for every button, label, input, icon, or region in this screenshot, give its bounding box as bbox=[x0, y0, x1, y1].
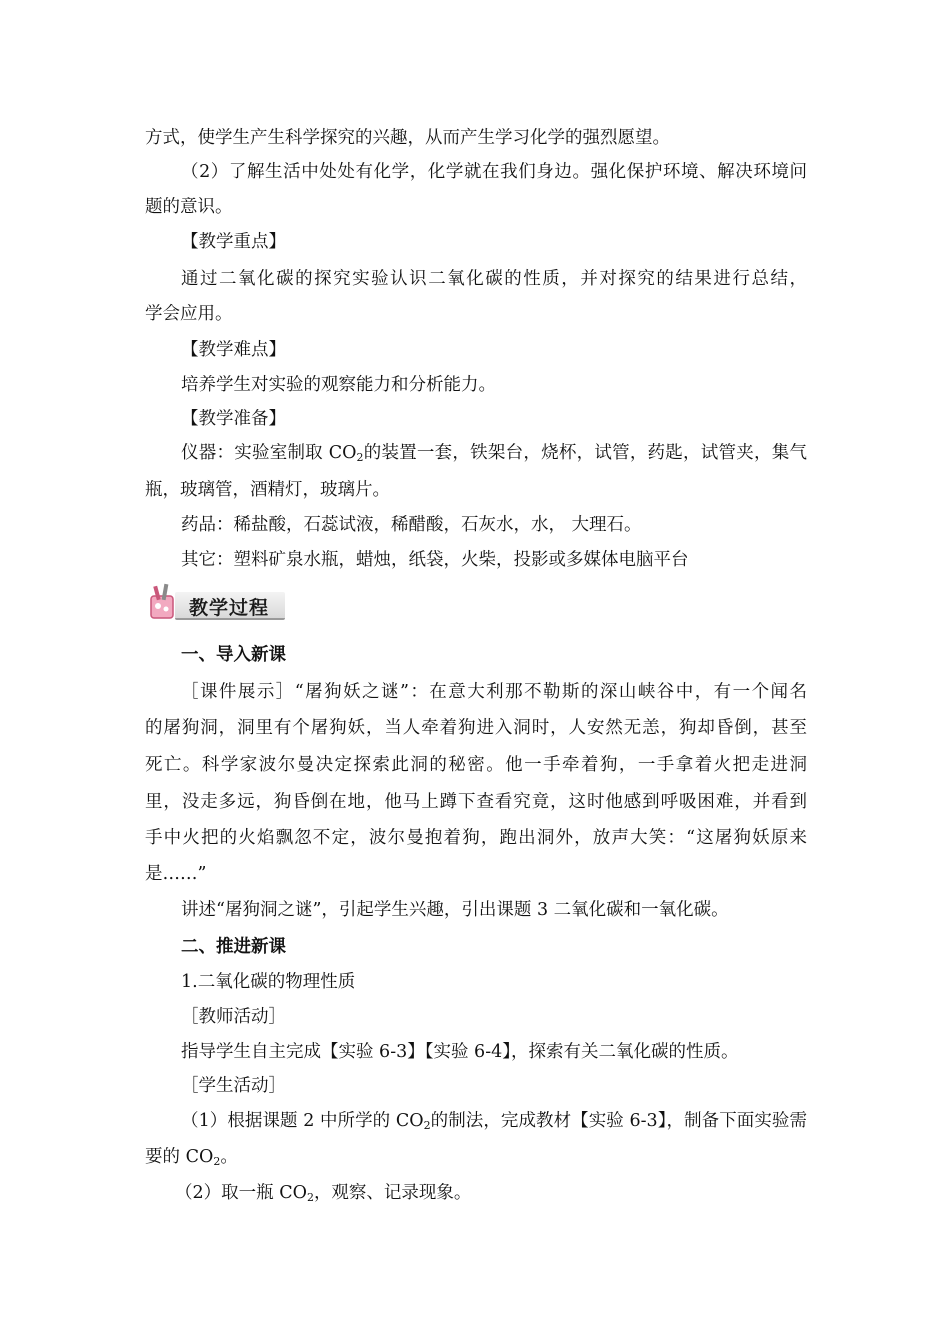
section-banner-teaching-process bbox=[145, 582, 287, 622]
text-run: 的装置一套，铁架台，烧杯，试管，药匙，试管夹，集气 bbox=[363, 443, 807, 463]
teacher-activity-label: ［教师活动］ bbox=[181, 1007, 286, 1027]
heading-intro: 一、导入新课 bbox=[181, 645, 286, 665]
subscript: 2 bbox=[356, 451, 364, 464]
paragraph-line: 方式，使学生产生科学探究的兴趣，从而产生学习化学的强烈愿望。 bbox=[145, 128, 670, 148]
paragraph-line: 通过二氧化碳的探究实验认识二氧化碳的性质，并对探究的结果进行总结， bbox=[181, 269, 807, 289]
subscript: 2 bbox=[423, 1119, 431, 1132]
subscript: 2 bbox=[213, 1155, 221, 1168]
paragraph-line-others: 其它：塑料矿泉水瓶，蜡烛，纸袋，火柴，投影或多媒体电脑平台 bbox=[181, 550, 689, 570]
section-heading-key-points: 【教学重点】 bbox=[181, 232, 286, 252]
student-activity-label: ［学生活动］ bbox=[181, 1076, 286, 1096]
section-heading-difficulties: 【教学难点】 bbox=[181, 340, 286, 360]
text-run: （1）根据课题 2 中所学的 CO bbox=[181, 1111, 424, 1131]
text-run: 的制法，完成教材【实验 6-3】，制备下面实验需 bbox=[430, 1111, 807, 1131]
text-run: ，观察、记录现象。 bbox=[313, 1183, 472, 1203]
subscript: 2 bbox=[306, 1191, 314, 1204]
paragraph-line: 死亡。科学家波尔曼决定探索此洞的秘密。他一手牵着狗，一手拿着火把走进洞 bbox=[145, 755, 807, 775]
paragraph-line: ［课件展示］“屠狗妖之谜”：在意大利那不勒斯的深山峡谷中，有一个闻名 bbox=[181, 682, 807, 702]
section-heading-preparation: 【教学准备】 bbox=[181, 409, 286, 429]
paragraph-line-step1 bbox=[181, 1109, 807, 1133]
paragraph-line: 里，没走多远，狗昏倒在地，他马上蹲下查看究竟，这时他感到呼吸困难，并看到 bbox=[145, 792, 807, 812]
text-run: 要的 CO bbox=[145, 1147, 214, 1167]
text-run: （2）取一瓶 CO bbox=[175, 1183, 307, 1203]
paragraph-line: 讲述“屠狗洞之谜”，引起学生兴趣，引出课题 3 二氧化碳和一氧化碳。 bbox=[181, 900, 729, 920]
pencil-cup-icon bbox=[145, 582, 185, 622]
paragraph-line: （2）了解生活中处处有化学，化学就在我们身边。强化保护环境、解决环境问 bbox=[181, 162, 807, 182]
paragraph-line-instruments bbox=[181, 441, 807, 465]
paragraph-line-step2 bbox=[175, 1181, 801, 1205]
banner-title: 教学过程 bbox=[189, 597, 270, 619]
text-run: 。 bbox=[220, 1147, 238, 1167]
paragraph-line-reagents: 药品：稀盐酸，石蕊试液，稀醋酸，石灰水，水， 大理石。 bbox=[181, 515, 642, 535]
heading-new-lesson: 二、推进新课 bbox=[181, 937, 286, 957]
paragraph-line: 题的意识。 bbox=[145, 197, 233, 217]
paragraph-line: 培养学生对实验的观察能力和分析能力。 bbox=[181, 375, 496, 395]
paragraph-line: 是……” bbox=[145, 864, 207, 884]
paragraph-line: 瓶，玻璃管，酒精灯，玻璃片。 bbox=[145, 480, 390, 500]
subheading-physical-properties: 1.二氧化碳的物理性质 bbox=[181, 972, 356, 992]
paragraph-line bbox=[145, 1145, 807, 1169]
paragraph-line: 的屠狗洞，洞里有个屠狗妖，当人牵着狗进入洞时，人安然无恙，狗却昏倒，甚至 bbox=[145, 718, 807, 738]
paragraph-line: 手中火把的火焰飘忽不定，波尔曼抱着狗，跑出洞外，放声大笑：“这屠狗妖原来 bbox=[145, 828, 807, 848]
text-run: 仪器：实验室制取 CO bbox=[181, 443, 357, 463]
paragraph-line: 指导学生自主完成【实验 6-3】【实验 6-4】，探索有关二氧化碳的性质。 bbox=[181, 1042, 739, 1062]
paragraph-line: 学会应用。 bbox=[145, 304, 233, 324]
